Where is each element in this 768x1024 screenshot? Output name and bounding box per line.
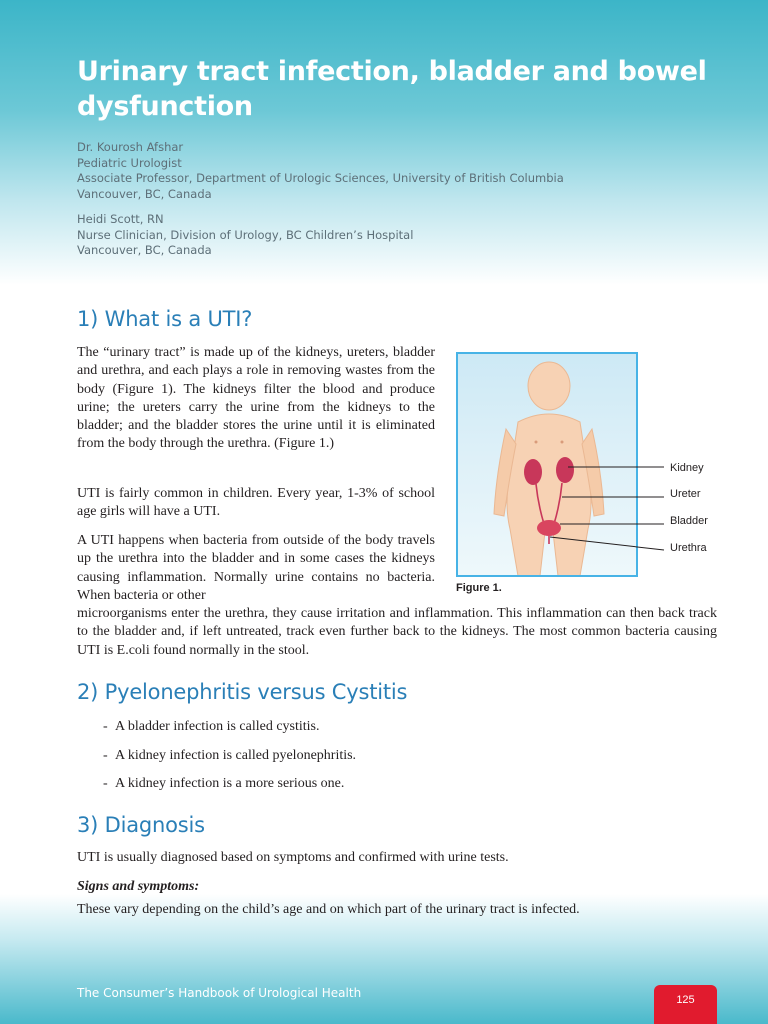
list-item: - A kidney infection is a more serious one. — [103, 776, 345, 791]
document-title: Urinary tract infection, bladder and bowel dysfunction — [77, 56, 707, 122]
paragraph-diagnosis: UTI is usually diagnosed based on symptoms and confirmed with urine tests. — [77, 850, 509, 865]
paragraph-signs: These vary depending on the child’s age and on which part of the urinary tract is infected. — [77, 902, 580, 917]
section-heading-what-is-uti: 1) What is a UTI? — [77, 307, 253, 331]
author-location: Vancouver, BC, Canada — [77, 186, 212, 201]
page-number: 125 — [676, 994, 695, 1006]
section-heading-pyelonephritis: 2) Pyelonephritis versus Cystitis — [77, 680, 408, 704]
infection-list — [103, 718, 356, 804]
figure-label-kidney: Kidney — [670, 462, 704, 474]
author-name: Heidi Scott, RN — [77, 212, 164, 226]
author-affiliation: Associate Professor, Department of Urologic Sciences, University of British Columbia — [77, 171, 564, 185]
signs-symptoms-heading: Signs and symptoms: — [77, 879, 200, 894]
paragraph-urinary-tract: The “urinary tract” is made up of the kidneys, ureters, bladder and urethra, and each plays a role in removing wastes from the body (Figure 1). The kidneys filter the blood and produce urine; the ureters carry the urine from the kidneys to the bladder; and the bladder stores the urine until it is eliminated from the body through the urethra. (Figure 1.) — [77, 345, 435, 452]
footer-book-title: The Consumer’s Handbook of Urological Health — [77, 986, 362, 1000]
figure-caption: Figure 1. — [456, 582, 502, 594]
section-heading-diagnosis: 3) Diagnosis — [77, 813, 205, 837]
paragraph-uti-happens: A UTI happens when bacteria from outside of the body travels up the urethra into the bladder and in some cases the kidneys causing inflammation. Normally urine contains no bacteria. When bacteria or other — [77, 533, 435, 603]
author-location: Vancouver, BC, Canada — [77, 243, 212, 257]
figure-label-bladder: Bladder — [670, 515, 708, 527]
author-role: Pediatric Urologist — [77, 155, 182, 170]
paragraph-uti-common: UTI is fairly common in children. Every year, 1-3% of school age girls will have a UTI. — [77, 486, 435, 520]
paragraph-microorganisms: microorganisms enter the urethra, they cause irritation and inflammation. This inflammation can then back track to the bladder and, if left untreated, track even further back to the kidneys. The most common bacteria causing UTI is E.coli found normally in the stool. — [77, 606, 717, 658]
list-item: - A bladder infection is called cystitis. — [103, 719, 320, 734]
list-item: - A kidney infection is called pyelonephritis. — [103, 747, 357, 763]
figure-label-urethra: Urethra — [670, 542, 707, 554]
figure-label-ureter: Ureter — [670, 488, 701, 500]
author-role: Nurse Clinician, Division of Urology, BC Children’s Hospital — [77, 227, 414, 242]
author-name: Dr. Kourosh Afshar — [77, 140, 184, 154]
page-number-badge — [654, 985, 717, 1024]
